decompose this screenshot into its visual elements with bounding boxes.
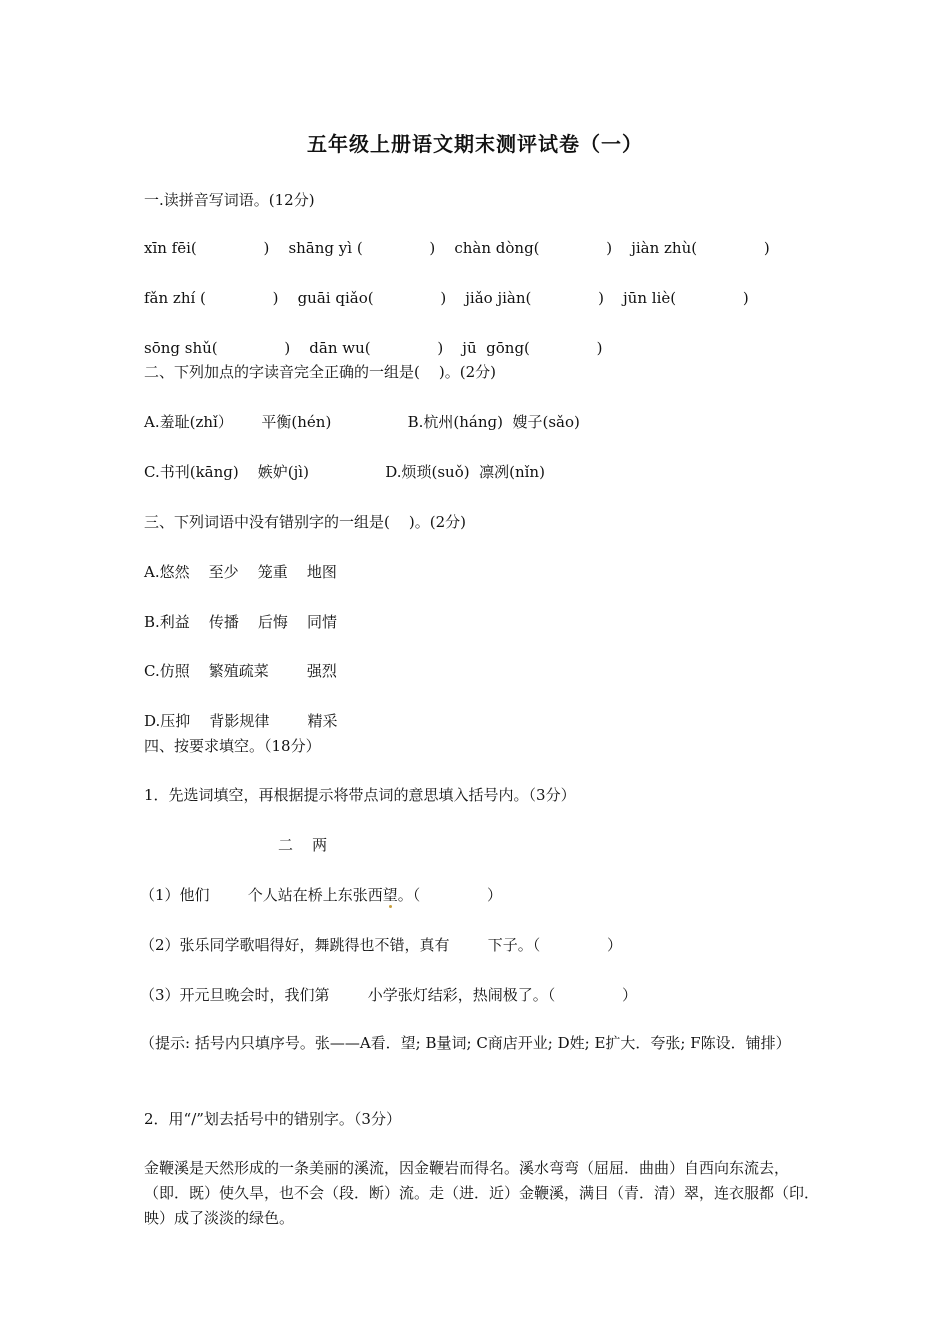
page-title: 五年级上册语文期末测评试卷（一）: [307, 132, 643, 156]
fill-item-2: （2）张乐同学歌唱得好，舞跳得也不错，真有 下子。（ ）: [140, 936, 622, 954]
section-2-option-cd: C.书刊(kānɡ) 嫉妒(jì) D.烦琐(suǒ) 凛冽(nǐn): [144, 463, 545, 481]
section-3-option-d: D.压抑 背影规律 精采: [144, 712, 338, 730]
fill-item-1-text: （1）他们 个人站在桥上东张西: [140, 886, 383, 904]
question-2: 2．用“/”划去括号中的错别字。（3分）: [144, 1110, 401, 1128]
pinyin-row-3: sōng shǔ( ) dān wu( ) jū gōng( ): [144, 339, 603, 357]
word-choices: 二 两: [278, 836, 328, 854]
section-4-heading: 四、按要求填空。（18分）: [144, 737, 321, 755]
section-3-option-b: B.利益 传播 后悔 同情: [144, 613, 338, 631]
dotted-char: 望: [382, 886, 398, 904]
fill-item-3: （3）开元旦晚会时，我们第 小学张灯结彩，热闹极了。（ ）: [140, 986, 637, 1004]
section-3-option-c: C.仿照 繁殖疏菜 强烈: [144, 662, 337, 680]
section-2-option-ab: A.羞耻(zhǐ） 平衡(hén) B.杭州(hánɡ) 嫂子(sǎo): [144, 413, 580, 431]
fill-item-1: [140, 885, 502, 905]
question-1: 1．先选词填空，再根据提示将带点词的意思填入括号内。（3分）: [144, 786, 576, 804]
hint-text: （提示: 括号内只填序号。张——A看．望; B量词; C商店开业; D姓; E扩大．夸张; F陈设．铺排）: [140, 1034, 791, 1052]
section-1-heading: 一.读拼音写词语。(12分): [144, 191, 315, 209]
section-3-option-a: A.悠然 至少 笼重 地图: [144, 563, 337, 581]
section-2-heading: 二、下列加点的字读音完全正确的一组是( )。(2分): [144, 363, 497, 381]
fill-item-1-answer: 。（ ）: [397, 886, 502, 904]
pinyin-row-1: xīn fēi( ) shāng yì ( ) chàn dòng( ) jiàn zhù( ): [144, 239, 770, 257]
passage-text: 金鞭溪是天然形成的一条美丽的溪流，因金鞭岩而得名。溪水弯弯（屈屈．曲曲）自西向东流去，（即．既）使久旱，也不会（段．断）流。走（进．近）金鞭溪，满目（青．清）翠，连衣服都（印．映）成了淡淡的绿色。: [144, 1159, 820, 1227]
section-3-heading: 三、下列词语中没有错别字的一组是( )。(2分): [144, 513, 467, 531]
pinyin-row-2: fǎn zhí ( ) guāi qiǎo( ) jiǎo jiàn( ) jūn liè( ): [144, 289, 749, 307]
